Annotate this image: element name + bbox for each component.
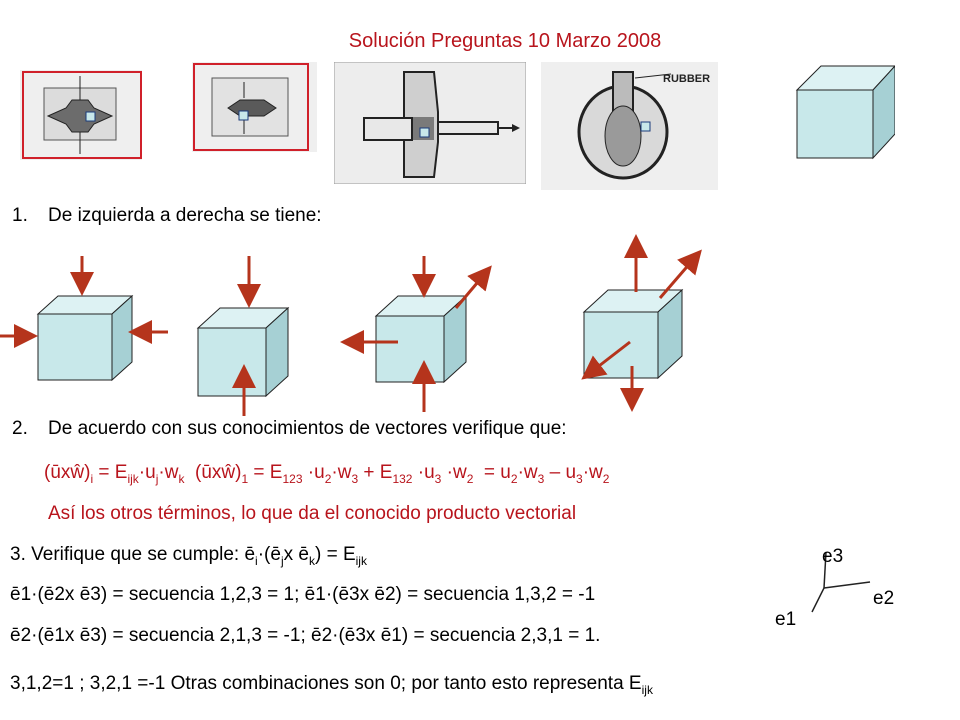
cube-4	[584, 240, 698, 406]
photo-rubber-tool	[541, 62, 718, 190]
axis-label-e3: e3	[822, 546, 844, 567]
axis-label-e2: e2	[873, 588, 895, 609]
cube-reference	[795, 62, 895, 162]
note-cross-product: Así los otros términos, lo que da el conocido producto vectorial	[48, 503, 577, 524]
axis-label-e1: e1	[775, 609, 797, 630]
q2-text: De acuerdo con sus conocimientos de vectores verifique que:	[48, 418, 567, 439]
page-title: Solución Preguntas 10 Marzo 2008	[348, 30, 662, 52]
cube-1	[0, 256, 168, 380]
stress-diagrams	[0, 230, 960, 430]
sequence-line-3: 3,1,2=1 ; 3,2,1 =-1 Otras combinaciones son 0; por tanto esto representa $E_{ijk}$	[10, 673, 653, 697]
q3-statement: 3. Verifique que se cumple: $ē_i\cdot(ē_jx$ $ē_k) = E_{ijk}$	[10, 544, 367, 568]
cube-2	[198, 256, 288, 416]
photo-extrusion	[334, 62, 526, 184]
rubber-label: RUBBER	[663, 73, 711, 85]
sequence-line-1: ē1·(ē2x ē3) = secuencia 1,2,3 = 1; ē1·(ē3x ē2) = secuencia 1,3,2 = -1	[10, 584, 596, 605]
cube-3	[346, 256, 488, 412]
q1-number: 1.	[12, 205, 28, 226]
q2-number: 2.	[12, 418, 28, 439]
q1-text: De izquierda a derecha se tiene:	[48, 205, 322, 226]
photo-compression-die	[20, 70, 142, 160]
sequence-line-2: ē2·(ē1x ē3) = secuencia 2,1,3 = -1; ē2·(ē3x ē1) = secuencia 2,3,1 = 1.	[10, 625, 601, 646]
photo-forging-die	[192, 62, 317, 152]
cross-product-formula: $(ūxŵ)_i = E_{ijk}\cdot u_j\cdot w_k$ $(ūxŵ)_1 = E_{123} \cdot u_2\cdot w_3 + E_{132} \cdot u_3 \cdot w_2 = u_2\cdot w_3 - u_3\cdot w_2$	[44, 462, 610, 486]
